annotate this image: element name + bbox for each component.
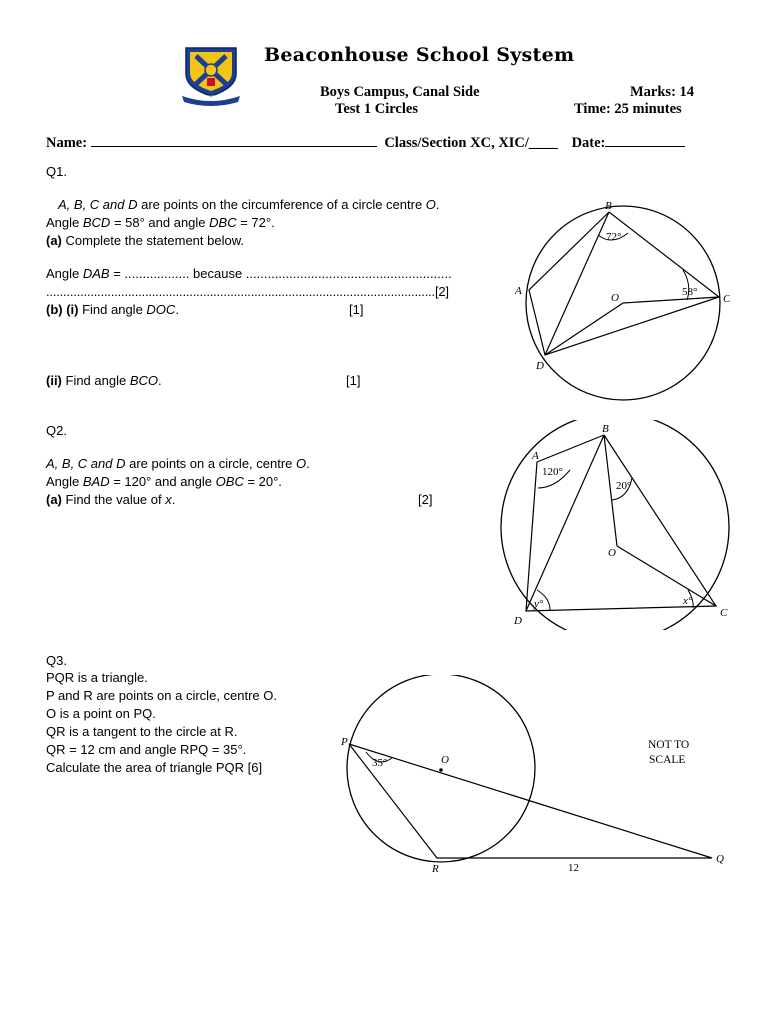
q3-line-2: P and R are points on a circle, centre O. — [46, 688, 277, 703]
q3-label-p: P — [341, 736, 348, 748]
q1-b-end: . — [175, 302, 179, 317]
q1-circle-diagram — [500, 195, 730, 405]
date-label: Date: — [571, 135, 606, 151]
q2-label-o: O — [608, 547, 616, 559]
q3-line-5: QR = 12 cm and angle RPQ = 35°. — [46, 742, 247, 757]
q1-label-o: O — [611, 292, 619, 304]
q1-answer-line[interactable]: = .................. because ......................................................... — [109, 266, 452, 281]
q1-label-a: A — [515, 285, 522, 297]
name-row — [46, 134, 685, 152]
q1-b-text: Find angle — [78, 302, 147, 317]
q1-l1-end: . — [435, 197, 440, 212]
q2-angle-d: y° — [534, 598, 544, 610]
q3-note-2: SCALE — [649, 754, 686, 766]
q2-l1-text: are points on a circle, centre — [125, 456, 297, 471]
q1-label-b: B — [605, 200, 612, 212]
q3-line-6: Calculate the area of triangle PQR [6] — [46, 760, 263, 775]
q2-l2-c: = 20°. — [243, 474, 282, 489]
q3-length-qr: 12 — [568, 862, 579, 874]
q2-l3-end: . — [171, 492, 176, 507]
q2-mark: [2] — [418, 492, 433, 507]
q1-part-ii — [46, 372, 162, 390]
name-label: Name: — [46, 135, 88, 151]
time-label: Time: 25 minutes — [574, 101, 682, 117]
date-field[interactable] — [605, 134, 685, 147]
q1-label-c: C — [723, 293, 730, 305]
q1-l4-a: Angle — [46, 266, 83, 281]
q2-circle-diagram — [495, 420, 735, 630]
q1-line4 — [46, 265, 452, 283]
q2-l3-text: Find the value of — [61, 492, 166, 507]
q1-centre: O — [425, 197, 436, 212]
q1-angle-c: 58° — [682, 286, 698, 298]
q1-line5[interactable]: ..................................................................................................................[2] — [46, 284, 449, 299]
q2-points: A, B, C and D — [46, 456, 126, 471]
q1-points: A, B, C and D — [58, 197, 138, 212]
q1-label-d: D — [536, 360, 544, 372]
q2-angle-c: x° — [683, 595, 693, 607]
q1-bco: BCO — [129, 373, 158, 388]
q1-ii-text: Find angle — [61, 373, 130, 388]
q1-l1-text: are points on the circumference of a circle centre — [137, 197, 426, 212]
crest-motto: SEEK THE LIGHT — [194, 94, 228, 99]
q1-b-mark: [1] — [349, 302, 364, 317]
q3-label: Q3. — [46, 653, 67, 668]
q1-ii-label: (ii) — [46, 373, 62, 388]
q1-doc: DOC — [146, 302, 176, 317]
q2-label-c: C — [720, 607, 728, 619]
q1-l2-a: Angle — [46, 215, 83, 230]
name-field[interactable] — [91, 134, 377, 147]
q2-line3 — [46, 491, 175, 509]
q1-dab: DAB — [82, 266, 110, 281]
q1-ii-end: . — [158, 373, 162, 388]
q2-line2 — [46, 473, 282, 491]
q1-line2 — [46, 214, 275, 232]
q2-part-a: (a) — [46, 492, 62, 507]
q2-label-a: A — [532, 450, 539, 462]
q3-angle-p: 35° — [372, 757, 388, 769]
q3-centre-dot — [439, 768, 443, 772]
q3-label-q: Q — [716, 853, 724, 865]
q1-part-b — [46, 301, 179, 319]
q2-x: x — [165, 492, 172, 507]
q3-label-r: R — [432, 863, 439, 875]
q2-bad: BAD — [82, 474, 110, 489]
marks-label: Marks: 14 — [630, 84, 695, 100]
q1-l2-c: = 72°. — [236, 215, 275, 230]
q2-label-d: D — [514, 615, 522, 627]
q1-line3 — [46, 232, 244, 250]
q2-l2-a: Angle — [46, 474, 83, 489]
q3-line-4: QR is a tangent to the circle at R. — [46, 724, 238, 739]
test-title: Test 1 Circles — [335, 101, 418, 117]
q2-label-b: B — [602, 423, 609, 435]
q1-l2-b: = 58° and angle — [110, 215, 210, 230]
school-crest — [178, 44, 244, 106]
q3-tangent-diagram — [330, 675, 740, 880]
school-name: Beaconhouse School System — [264, 44, 575, 66]
q2-quadrilateral — [526, 435, 716, 611]
q2-radius-oc — [617, 546, 716, 606]
q2-centre: O — [296, 456, 307, 471]
q1-label: Q1. — [46, 164, 67, 179]
q3-note-1: NOT TO — [648, 739, 690, 751]
q1-dbc: DBC — [209, 215, 237, 230]
q3-line-1: PQR is a triangle. — [46, 670, 148, 685]
q1-bcd: BCD — [82, 215, 111, 230]
q2-line1 — [46, 455, 310, 473]
q2-angle-a: 120° — [542, 466, 563, 478]
q2-l2-b: = 120° and angle — [109, 474, 216, 489]
q2-obc: OBC — [215, 474, 244, 489]
q1-angle-b: 72° — [606, 231, 622, 243]
q1-l3-text: Complete the statement below. — [61, 233, 244, 248]
q3-line-3: O is a point on PQ. — [46, 706, 156, 721]
campus-label: Boys Campus, Canal Side — [320, 84, 480, 100]
q2-angle-b: 20° — [616, 480, 632, 492]
q1-ii-mark: [1] — [346, 373, 361, 388]
q1-b-label: (b) (i) — [46, 302, 79, 317]
q2-label: Q2. — [46, 423, 67, 438]
q2-l1-end: . — [306, 456, 310, 471]
q3-label-o: O — [441, 754, 449, 766]
q1-part-a: (a) — [46, 233, 62, 248]
class-label: Class/Section XC, XIC/____ — [384, 135, 558, 151]
q1-line1 — [58, 196, 440, 214]
